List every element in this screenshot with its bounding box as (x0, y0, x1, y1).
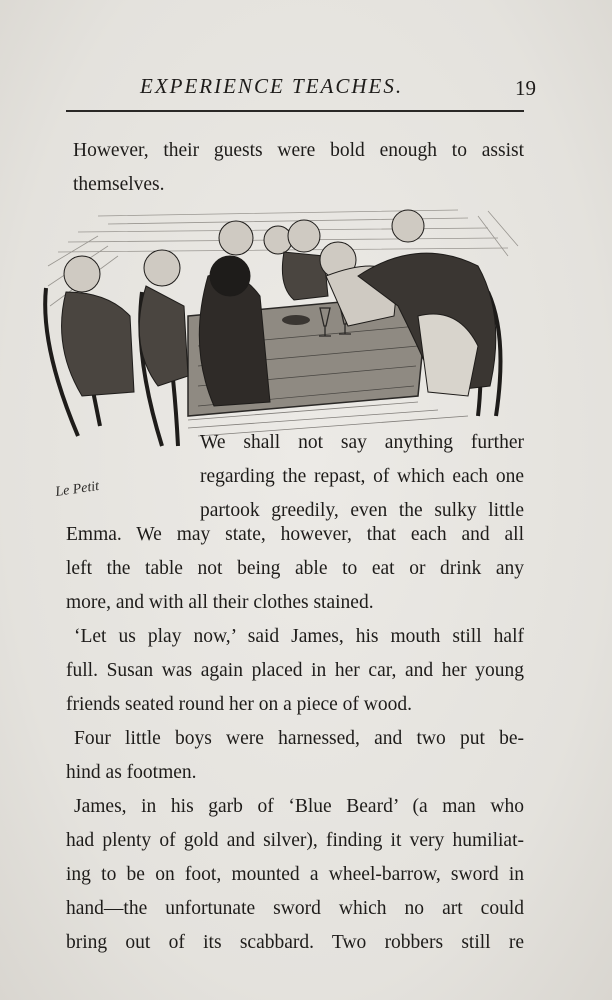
text-line: However, their guests were bold enough to assist (73, 140, 524, 161)
paragraph-opening (73, 134, 524, 202)
paragraph-wrapped (200, 426, 524, 528)
running-title: EXPERIENCE TEACHES. (140, 74, 404, 98)
text-line: We shall not say anything further (200, 432, 524, 453)
text-line: ‘Let us play now,’ said James, his mouth still half (74, 626, 524, 647)
text-line: themselves. (73, 174, 165, 195)
text-line: had plenty of gold and silver), finding it very humiliat- (66, 830, 524, 851)
text-line: ing to be on foot, mounted a wheel-barrow, sword in (66, 864, 524, 885)
text-line: Emma. We may state, however, that each and all (66, 524, 524, 545)
text-line: regarding the repast, of which each one (200, 466, 524, 487)
artist-signature: Le Petit (54, 478, 101, 500)
text-line: James, in his garb of ‘Blue Beard’ (a man who (74, 796, 524, 817)
running-head (0, 74, 612, 104)
text-line: left the table not being able to eat or drink any (66, 558, 524, 579)
text-line: full. Susan was again placed in her car, and her young (66, 660, 524, 681)
text-line: bring out of its scabbard. Two robbers still re (66, 932, 524, 953)
text-line: hind as footmen. (66, 762, 197, 783)
page-number: 19 (515, 76, 536, 100)
text-line: hand—the unfortunate sword which no art could (66, 898, 524, 919)
text-line: partook greedily, even the sulky little (200, 500, 524, 521)
header-rule (66, 110, 524, 112)
paragraph-body (66, 518, 524, 960)
text-line: Four little boys were harnessed, and two put be- (74, 728, 524, 749)
text-line: friends seated round her on a piece of wood. (66, 694, 413, 715)
text-line: more, and with all their clothes stained. (66, 592, 374, 613)
